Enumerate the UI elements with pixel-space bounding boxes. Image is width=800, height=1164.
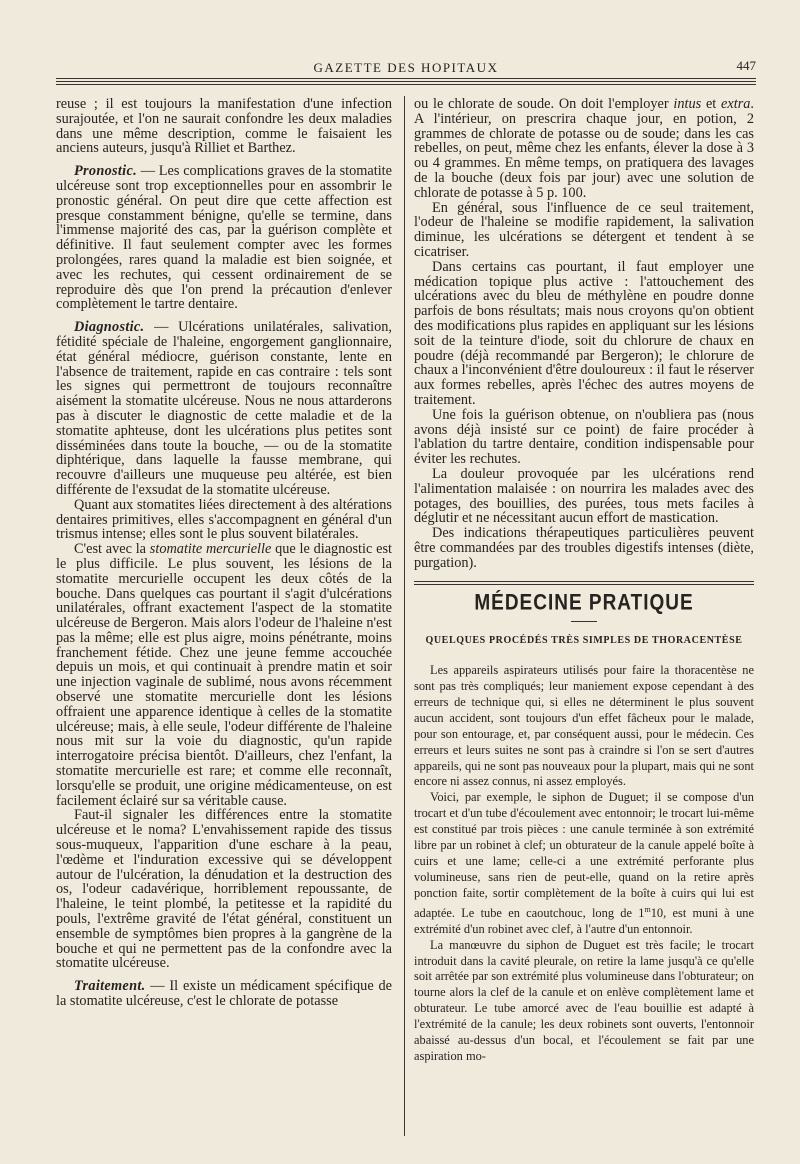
section-separator: [414, 581, 754, 585]
paragraph-guerison: Une fois la guérison obtenue, on n'oubliera pas (nous avons déjà insisté sur ce point) de faire procéder à l'ablation du tartre dentaire, condition indispensable pour éviter les rechutes.: [414, 406, 754, 468]
paragraph-continued: reuse ; il est toujours la manifestation d'une infection surajoutée, et l'on ne saurait confondre les deux maladies dans une même description, comme le faisaient les anciens auteurs, jusqu'à Rilliet et Barthez.: [56, 96, 392, 157]
section-title: MÉDECINE PRATIQUE: [474, 590, 694, 615]
heading-pronostic: Pronostic.: [74, 163, 137, 180]
term-stomatite-mercurielle: stomatite mercurielle: [149, 541, 272, 558]
header-thin-rule: [56, 84, 756, 85]
paragraph-certains-cas: Dans certains cas pourtant, il faut employer une médication topique plus active : l'attouchement des ulcérations avec du bleu de méthylène en poudre donne parfois de bons résultats; mais nous croyons qu'on obtient des modifications plus rapides en appliquant sur les lésions soit de la teinture d'iode, soit du chlorure de chaux en poudre (déjà recommandé par Bergeron); le chlorure de chaux a l'inconvénient d'être douloureux : il faut le réserver aux formes rebelles, après l'échec des autres moyens de traitement.: [414, 258, 754, 408]
header-double-rule: [56, 78, 756, 82]
running-title: GAZETTE DES HOPITAUX: [313, 60, 499, 75]
article-subtitle: QUELQUES PROCÉDÉS TRÈS SIMPLES DE THORACENTÈSE: [425, 635, 743, 647]
paragraph-pronostic: Pronostic. — Les complications graves de la stomatite ulcéreuse sont trop exceptionnelles pour en assombrir le pronostic général. On peut dire que cette affection est presque constamment bénigne, qu'elle se termine, dans l'immense majorité des cas, par la guérison complète et définitive. Il faut seulement compter avec les formes prolongées, rares quand la maladie est bien soignée, et avec les rechutes, qui cessent ordinairement de se reproduire dès que l'on prend la précaution d'enlever complètement le tartre dentaire.: [56, 163, 392, 313]
paragraph-douleur: La douleur provoquée par les ulcérations rend l'alimentation malaisée : on nourrira les malades avec des potages, des bouillies, des purées, tous mets faciles à déglutir et ne nécessitant aucun effort de mastication.: [414, 465, 754, 527]
left-column: [56, 97, 392, 1009]
paragraph-general: En général, sous l'influence de ce seul traitement, l'odeur de l'haleine se modifie rapidement, la salivation diminue, les ulcérations se détergent et tendent à se cicatriser.: [414, 199, 754, 260]
paragraph-siphon: Voici, par exemple, le siphon de Duguet; il se compose d'un trocart et d'un tube d'écoulement avec entonnoir; le trocart lui-même est constitué par trois pièces : une canule terminée à son extrémité libre par un robinet à clef; un obturateur de la canule appelé boîte à cuirs et une lame; celle-ci a une extrémité perforante plus volumineuse, sans rien de peut-elle, quand on la retire après ponction faite, sortir complètement de la boîte à cuirs qui lui est adaptée. Le tube en caoutchouc, long de 1$^m$10, est muni à une extrémité d'un robinet avec clef, à l'autre d'un entonnoir.: [414, 790, 754, 936]
heading-traitement: Traitement.: [74, 978, 146, 995]
right-column: [414, 97, 754, 1065]
paragraph-indications: Des indications thérapeutiques particulières peuvent être commandées par des troubles digestifs intenses (diète, purgation).: [414, 525, 754, 571]
paragraph-diagnostic: Diagnostic. — Ulcérations unilatérales, salivation, fétidité spéciale de l'haleine, engorgement ganglionnaire, état général médiocre, guérison constante, lente en l'absence de traitement, rapide en cas contraire : tels sont les signes qui permettront de toujours reconnaître aisément la stomatite ulcéreuse. Nous ne nous attarderons pas à discuter le diagnostic de cette maladie et de la stomatite aphteuse, dont les ulcérations plus petites sont disséminées dans toute la bouche, — ou de la stomatite diphtérique, dans laquelle la fausse membrane, qui recouvre d'ailleurs une muqueuse peu altérée, est bien différente de l'exsudat de la stomatite ulcéreuse.: [56, 319, 392, 498]
article-body: [414, 663, 754, 1065]
page-header: [56, 58, 756, 88]
paragraph-quant: Quant aux stomatites liées directement à des altérations dentaires primitives, elles s'accompagnent en général d'un trismus intense; elles sont le plus souvent bilatérales.: [56, 496, 392, 543]
title-rule: [571, 621, 597, 622]
column-divider: [404, 96, 405, 1136]
paragraph-noma: Faut-il signaler les différences entre la stomatite ulcéreuse et le noma? L'envahissement rapide des tissus sous-muqueux, l'apparition d'une eschare à la peau, l'œdème et l'induration excessive qui se développent autour de l'ulcération, la dénudation et la destruction des os, l'odeur cadavérique, horriblement repoussante, de l'haleine, le teint plombé, la petitesse et la rapidité du pouls, l'extrême gravité de l'état général, constituent un ensemble de symptômes bien propres à la gangrène de la bouche et qui ne permettent pas de la confondre avec la stomatite ulcéreuse.: [56, 807, 392, 972]
paragraph-mercurielle: C'est avec la stomatite mercurielle que le diagnostic est le plus difficile. Le plus souvent, les lésions de la stomatite mercurielle occupent les deux côtés de la bouche. Dans quelques cas pourtant il s'agit d'ulcérations unilatérales, offrant exactement l'aspect de la stomatite ulcéreuse de Bergeron. Mais alors l'odeur de l'haleine n'est pas la même; elle est plus aigre, moins pénétrante, moins franchement fétide. Chez une jeune femme accouchée depuis un mois, et qui continuait à prendre matin et soir une injection vaginale de sublimé, nous avons récemment observé une stomatite mercurielle dont les lésions offraient une apparence identique à celles de la stomatite ulcéreuse; mais, à elle seule, l'odeur différente de l'haleine nous mit sur la voie du diagnostic, qu'un rapide interrogatoire précisa bientôt. D'ailleurs, chez l'enfant, la stomatite mercurielle est rare; et comme elle reconnaît, lorsqu'elle se produit, une origine médicamenteuse, on est facilement éclairé sur sa véritable cause.: [56, 541, 392, 809]
paragraph-manoeuvre: La manœuvre du siphon de Duguet est très facile; le trocart introduit dans la cavité pleurale, on retire la lame jusqu'à ce qu'elle soit arrêtée par son extrémité plus volumineuse dans l'obturateur; on tourne alors la clef de la canule et on enlève complètement lame et obturateur. Le tube amorcé avec de l'eau bouillie est adapté à l'extrémité de la canule; les deux robinets sont ouverts, l'entonnoir abaissé au-dessus d'un bocal, et l'écoulement se fait par une aspiration mo-: [414, 937, 754, 1063]
paragraph-chlorate: ou le chlorate de soude. On doit l'employer intus et extra. A l'intérieur, on prescrira chaque jour, en potion, 2 grammes de chlorate de potasse ou de soude; dans les cas rebelles, on peut, même chez les enfants, élever la dose à 3 ou 4 grammes. En même temps, on pratiquera des lavages de la bouche (deux fois par jour) avec une solution de chlorate de potasse à 5 p. 100.: [414, 96, 754, 201]
paragraph-appareils: Les appareils aspirateurs utilisés pour faire la thoracentèse ne sont pas très compliqués; leur maniement expose cependant à des erreurs de technique qui, si elles ne déterminent le plus souvent aucun accident, sont toujours d'un effet fâcheux pour le malade, pour son entourage, et, par conséquent aussi, pour le médecin. Ces erreurs et leurs suites ne sont pas à craindre si l'on se sert d'autres appareils, qui ne sont pas nouveaux pour la plupart, mais qui ne sont encore ni assez connus, ni assez employés.: [414, 663, 754, 789]
paragraph-traitement: Traitement. — Il existe un médicament spécifique de la stomatite ulcéreuse, c'est le chlorate de potasse: [56, 978, 392, 1010]
heading-diagnostic: Diagnostic.: [74, 319, 145, 336]
page-number: 447: [736, 58, 756, 73]
